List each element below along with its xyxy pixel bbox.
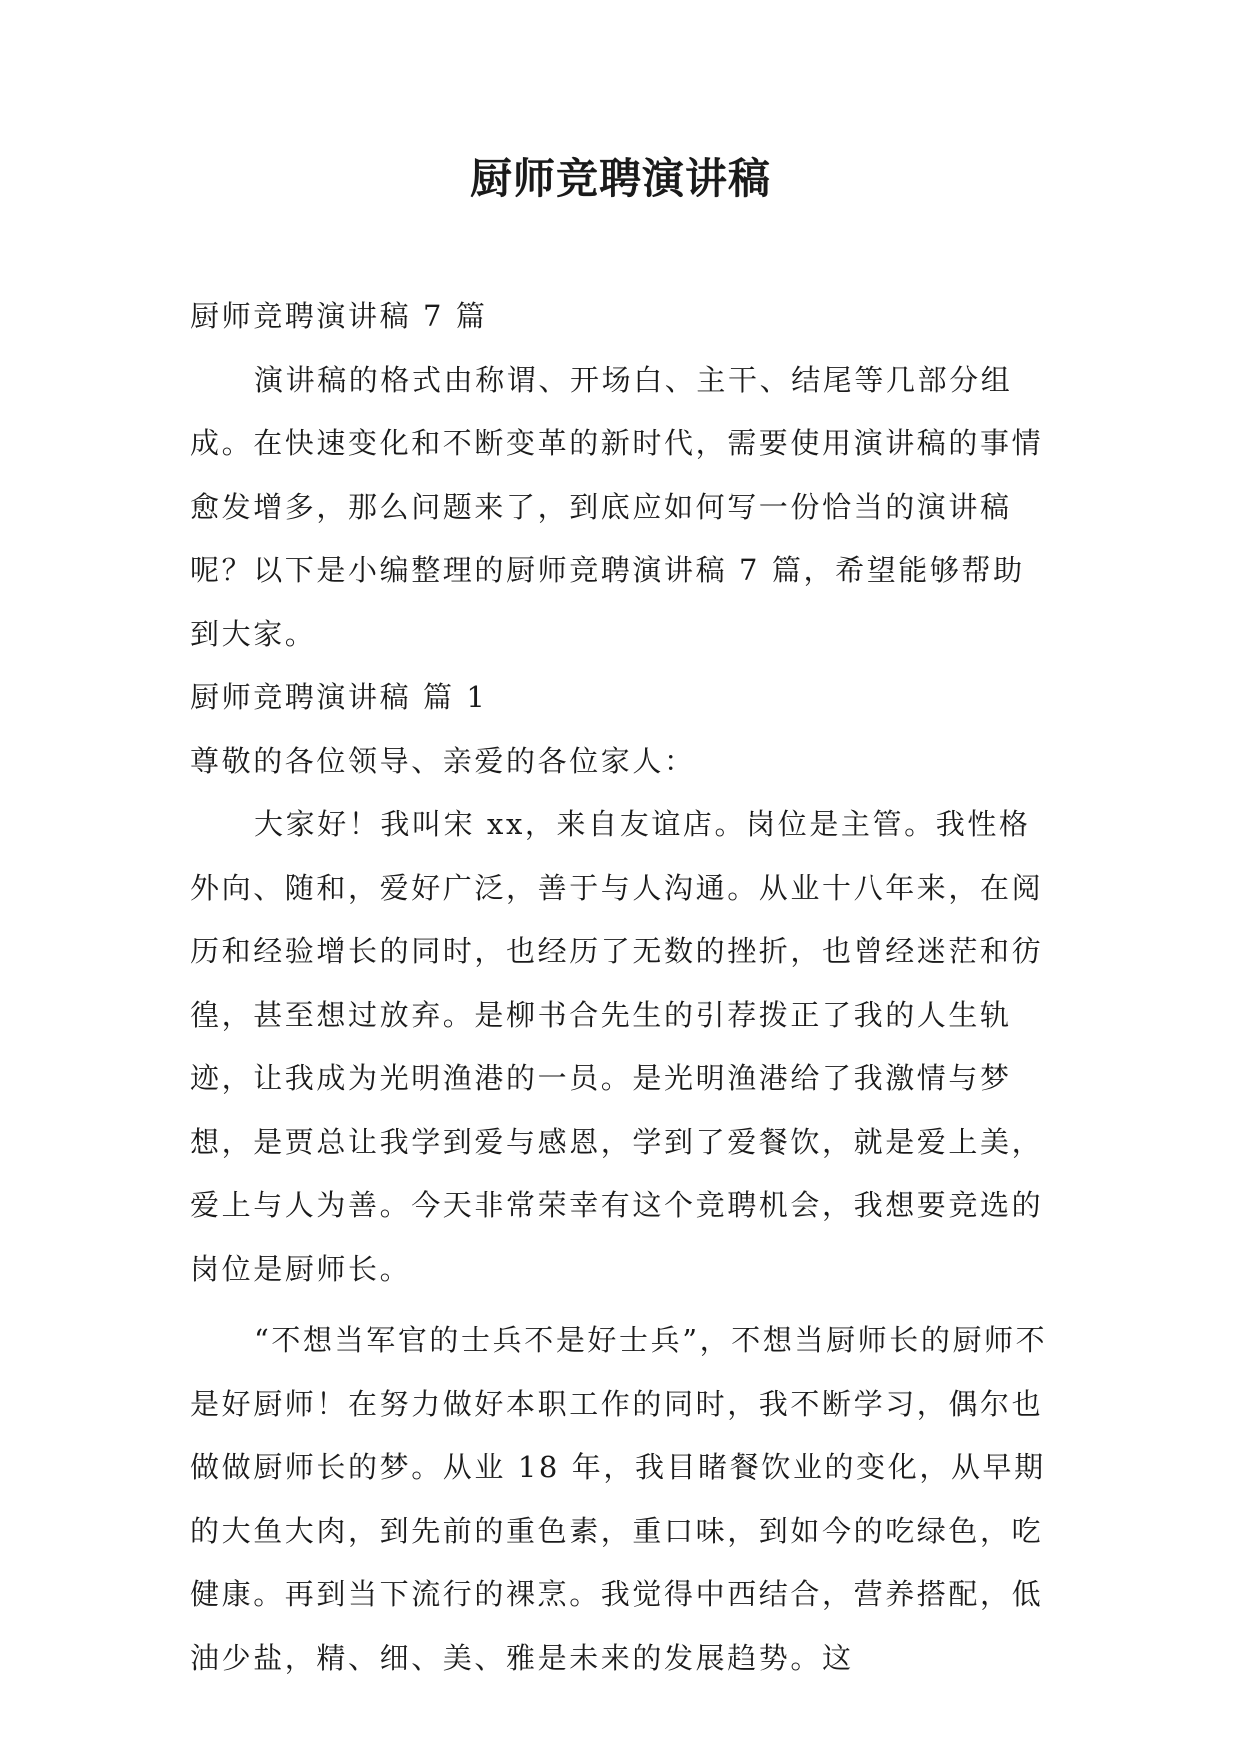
section-heading: 厨师竞聘演讲稿 篇 1 — [190, 680, 488, 714]
document-title: 厨师竞聘演讲稿 — [469, 154, 771, 203]
body-paragraph-2: “不想当军官的士兵不是好士兵”，不想当厨师长的厨师不是好厨师！在努力做好本职工作的同时，我不断学习，偶尔也做做厨师长的梦。从业 18 年，我目睹餐饮业的变化，从早期的大鱼大肉，到先前的重色素，重口味，到如今的吃绿色，吃健康。再到当下流行的裸烹。我觉得中西结合，营养搭配，低油少盐，精、细、美、雅是未来的发展趋势。这 — [190, 1323, 1048, 1675]
body-paragraph-1: 大家好！我叫宋 xx，来自友谊店。岗位是主管。我性格外向、随和，爱好广泛，善于与人沟通。从业十八年来，在阅历和经验增长的同时，也经历了无数的挫折，也曾经迷茫和彷徨，甚至想过放弃。是柳书合先生的引荐拨正了我的人生轨迹，让我成为光明渔港的一员。是光明渔港给了我激情与梦想，是贾总让我学到爱与感恩，学到了爱餐饮，就是爱上美，爱上与人为善。今天非常荣幸有这个竞聘机会，我想要竞选的岗位是厨师长。 — [190, 807, 1044, 1286]
intro-paragraph: 演讲稿的格式由称谓、开场白、主干、结尾等几部分组成。在快速变化和不断变革的新时代，需要使用演讲稿的事情愈发增多，那么问题来了，到底应如何写一份恰当的演讲稿呢？以下是小编整理的厨师竞聘演讲稿 7 篇，希望能够帮助到大家。 — [190, 362, 1044, 651]
document-body — [190, 285, 1050, 1690]
salutation: 尊敬的各位领导、亲爱的各位家人： — [190, 743, 696, 778]
document-subtitle: 厨师竞聘演讲稿 7 篇 — [190, 299, 488, 333]
